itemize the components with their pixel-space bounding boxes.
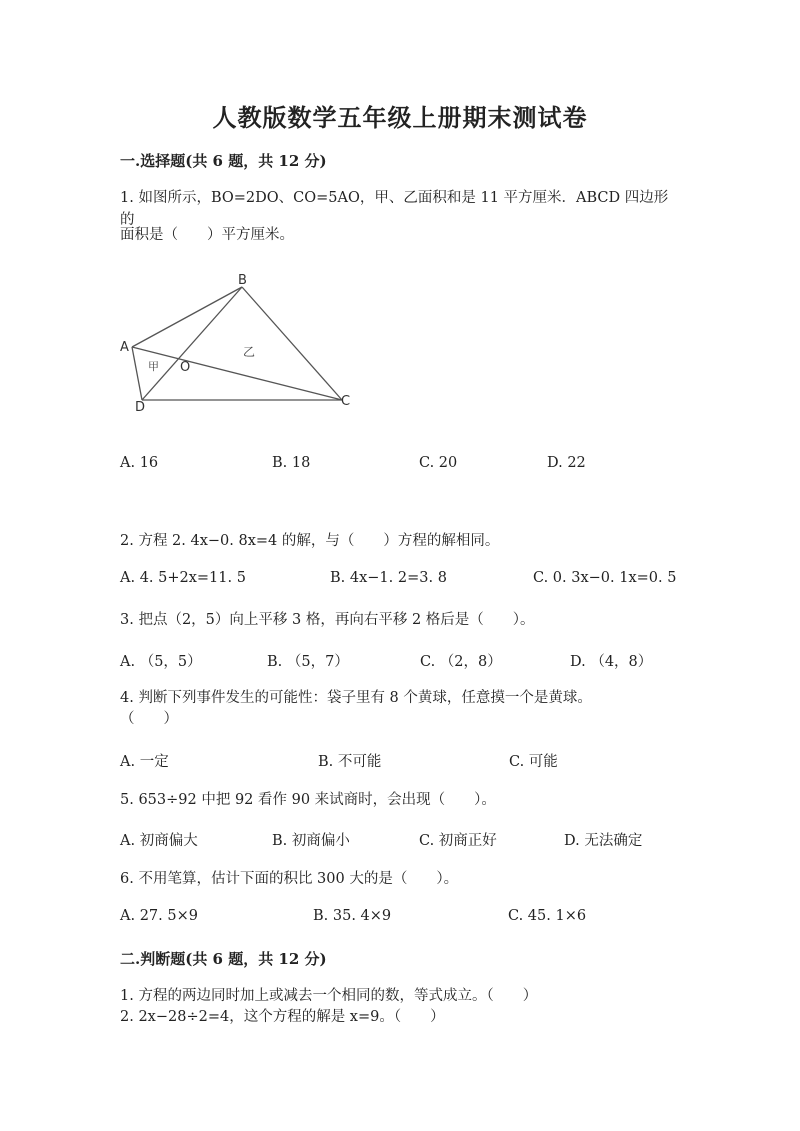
q6-option-b[interactable]: B. 35. 4×9 <box>313 908 392 924</box>
q4-option-a[interactable]: A. 一定 <box>120 754 169 770</box>
judge-item-2: 2. 2x−28÷2=4，这个方程的解是 x=9。（ ） <box>120 1009 445 1025</box>
edge-da <box>132 347 142 400</box>
region-label-jia: 甲 <box>148 360 159 373</box>
section-heading-choice: 一.选择题(共 6 题，共 12 分) <box>120 152 327 170</box>
diagonal-ac <box>132 347 342 400</box>
q6-option-c[interactable]: C. 45. 1×6 <box>508 908 587 924</box>
section-heading-judge: 二.判断题(共 6 题，共 12 分) <box>120 950 327 968</box>
vertex-label-c: C <box>341 394 351 409</box>
q2-option-a[interactable]: A. 4. 5+2x=11. 5 <box>120 570 246 586</box>
q5-option-a[interactable]: A. 初商偏大 <box>120 833 198 849</box>
question-3: 3. 把点（2，5）向上平移 3 格，再向右平移 2 格后是（ ）。 <box>120 612 535 628</box>
q5-option-d[interactable]: D. 无法确定 <box>564 833 643 849</box>
page-title: 人教版数学五年级上册期末测试卷 <box>212 103 588 132</box>
q1-option-d[interactable]: D. 22 <box>547 455 586 471</box>
quadrilateral-figure <box>112 270 362 420</box>
region-label-yi: 乙 <box>243 345 256 359</box>
edge-bc <box>242 287 342 400</box>
diagonal-bd <box>142 287 242 400</box>
q1-option-b[interactable]: B. 18 <box>272 455 311 471</box>
vertex-label-a: A <box>120 340 129 355</box>
q3-option-d[interactable]: D. （4，8） <box>570 654 653 670</box>
q1-option-c[interactable]: C. 20 <box>419 455 458 471</box>
question-1-line-2: 面积是（ ）平方厘米。 <box>120 227 294 243</box>
vertex-label-d: D <box>135 400 146 415</box>
q4-option-c[interactable]: C. 可能 <box>509 754 558 770</box>
question-4-line-2: （ ） <box>120 711 178 727</box>
q3-option-a[interactable]: A. （5，5） <box>120 654 202 670</box>
question-1-line-1: 1. 如图所示，BO=2DO、CO=5AO，甲、乙面积和是 11 平方厘米．ABCD 四边形的 <box>120 190 669 228</box>
q3-option-c[interactable]: C. （2，8） <box>420 654 502 670</box>
q5-option-b[interactable]: B. 初商偏小 <box>272 833 350 849</box>
intersection-label-o: O <box>180 360 191 375</box>
edge-ab <box>132 287 242 347</box>
question-4-line-1: 4. 判断下列事件发生的可能性：袋子里有 8 个黄球，任意摸一个是黄球。 <box>120 690 592 706</box>
q1-option-a[interactable]: A. 16 <box>120 455 159 471</box>
question-6: 6. 不用笔算，估计下面的积比 300 大的是（ ）。 <box>120 871 459 887</box>
q5-option-c[interactable]: C. 初商正好 <box>419 833 497 849</box>
question-2: 2. 方程 2. 4x−0. 8x=4 的解，与（ ）方程的解相同。 <box>120 533 500 549</box>
q4-option-b[interactable]: B. 不可能 <box>318 754 382 770</box>
vertex-label-b: B <box>238 273 247 288</box>
q6-option-a[interactable]: A. 27. 5×9 <box>120 908 198 924</box>
q2-option-b[interactable]: B. 4x−1. 2=3. 8 <box>330 570 447 586</box>
judge-item-1: 1. 方程的两边同时加上或减去一个相同的数，等式成立。（ ） <box>120 988 538 1004</box>
q3-option-b[interactable]: B. （5，7） <box>267 654 349 670</box>
q2-option-c[interactable]: C. 0. 3x−0. 1x=0. 5 <box>533 570 677 586</box>
question-5: 5. 653÷92 中把 92 看作 90 来试商时，会出现（ ）。 <box>120 792 496 808</box>
